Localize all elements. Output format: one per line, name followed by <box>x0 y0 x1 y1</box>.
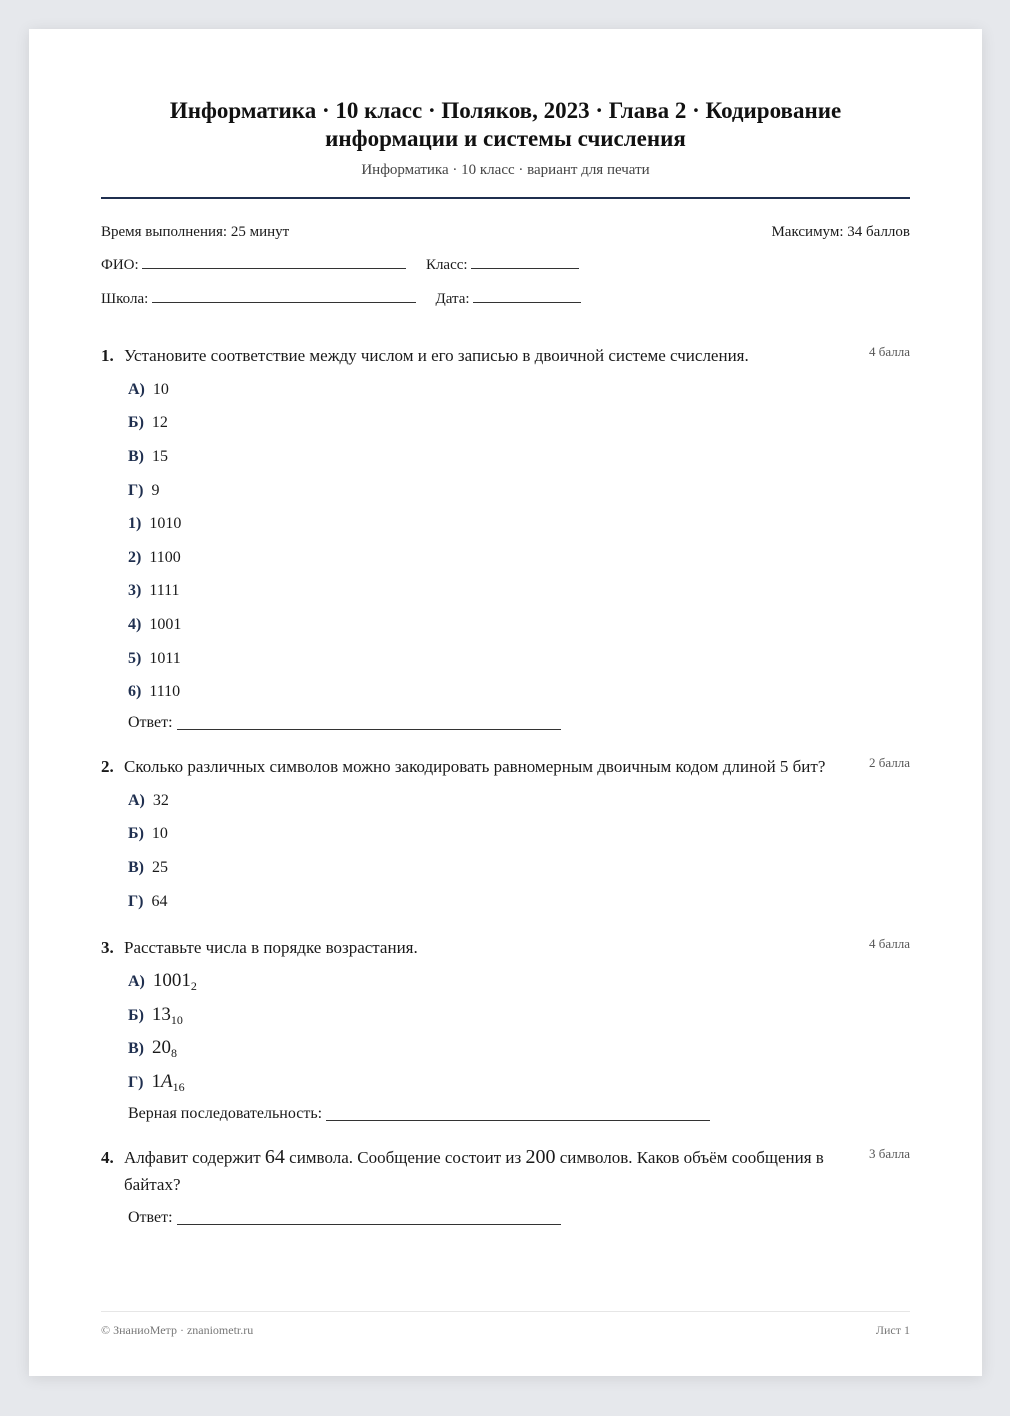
option-v[interactable]: В) $20_8$ <box>128 1037 177 1061</box>
page-footer <box>101 1311 910 1338</box>
answer-field <box>128 1204 910 1232</box>
question-points: 4 балла <box>869 936 910 952</box>
question-number: 1. <box>101 346 114 365</box>
fio-line[interactable] <box>142 255 406 269</box>
option-a[interactable]: А) $1001_2$ <box>128 970 197 994</box>
option-6[interactable]: 6) 1110 <box>128 683 181 701</box>
page-subtitle: Информатика · 10 класс · вариант для печати <box>361 162 650 178</box>
answer-label: Верная последовательность: <box>128 1104 323 1122</box>
question-text: Расставьте числа в порядке возрастания. <box>124 938 418 958</box>
question-number: 3. <box>101 938 114 958</box>
answer-line[interactable] <box>326 1107 710 1121</box>
page-content <box>101 97 910 1232</box>
question-number: 2. <box>101 756 114 776</box>
options-list <box>128 965 910 1099</box>
max-score: Максимум: 34 баллов <box>771 224 910 240</box>
question-points: 2 балла <box>869 754 910 770</box>
question-4 <box>101 1144 910 1232</box>
question-1 <box>101 342 910 737</box>
option-g[interactable]: Г) 64 <box>128 892 168 910</box>
class-label: Класс: <box>425 257 468 273</box>
question-points: 4 балла <box>869 344 910 359</box>
fio-label: ФИО: <box>101 257 139 273</box>
option-3[interactable]: 3) 1111 <box>128 582 180 600</box>
option-a[interactable]: А) 10 <box>128 380 169 398</box>
class-line[interactable] <box>471 255 579 269</box>
school-date-row <box>101 289 910 309</box>
options-list <box>128 373 910 709</box>
question-text: Алфавит содержит 64 символа. Сообщение состоит из 200 символов. Каков объём сообщения в байтах? <box>124 1145 824 1194</box>
time-limit: Время выполнения: 25 минут <box>101 224 290 240</box>
option-b[interactable]: Б) $13_{10}$ <box>128 1003 183 1027</box>
header-divider <box>101 197 910 199</box>
answer-label: Ответ: <box>128 713 173 731</box>
option-v[interactable]: В) 25 <box>128 858 168 876</box>
option-g[interactable]: Г) $1A_{16}$ <box>128 1070 185 1094</box>
options-list <box>128 784 910 918</box>
option-b[interactable]: Б) 12 <box>128 414 168 432</box>
date-line[interactable] <box>473 289 581 303</box>
answer-label: Ответ: <box>128 1208 173 1226</box>
option-2[interactable]: 2) 1100 <box>128 548 181 566</box>
answer-line[interactable] <box>177 1211 561 1225</box>
option-4[interactable]: 4) 1001 <box>128 615 182 633</box>
answer-field <box>128 709 910 737</box>
worksheet-page <box>29 29 982 1376</box>
question-points: 3 балла <box>869 1145 910 1161</box>
answer-line[interactable] <box>177 716 561 730</box>
school-label: Школа: <box>101 291 149 307</box>
footer-page-number: Лист 1 <box>875 1323 910 1337</box>
answer-field <box>128 1100 910 1128</box>
option-g[interactable]: Г) 9 <box>128 481 160 499</box>
question-3 <box>101 934 910 1127</box>
fio-class-row <box>101 255 910 275</box>
question-2 <box>101 753 910 918</box>
school-line[interactable] <box>152 289 416 303</box>
date-label: Дата: <box>435 291 470 307</box>
option-1[interactable]: 1) 1010 <box>128 515 182 533</box>
option-b[interactable]: Б) 10 <box>128 825 168 843</box>
question-number: 4. <box>101 1147 114 1167</box>
option-a[interactable]: А) 32 <box>128 791 169 809</box>
option-5[interactable]: 5) 1011 <box>128 649 181 667</box>
page-title: Информатика · 10 класс · Поляков, 2023 · Глава 2 · Кодирование информации и системы счисления <box>169 98 842 151</box>
question-text: Установите соответствие между числом и его записью в двоичной системе счисления. <box>124 346 749 365</box>
footer-copyright: © ЗнаниоМетр · znaniometr.ru <box>101 1323 254 1337</box>
option-v[interactable]: В) 15 <box>128 447 168 465</box>
meta-row <box>101 223 910 241</box>
question-text: Сколько различных символов можно закодировать равномерным двоичным кодом длиной 5 бит? <box>124 756 826 776</box>
